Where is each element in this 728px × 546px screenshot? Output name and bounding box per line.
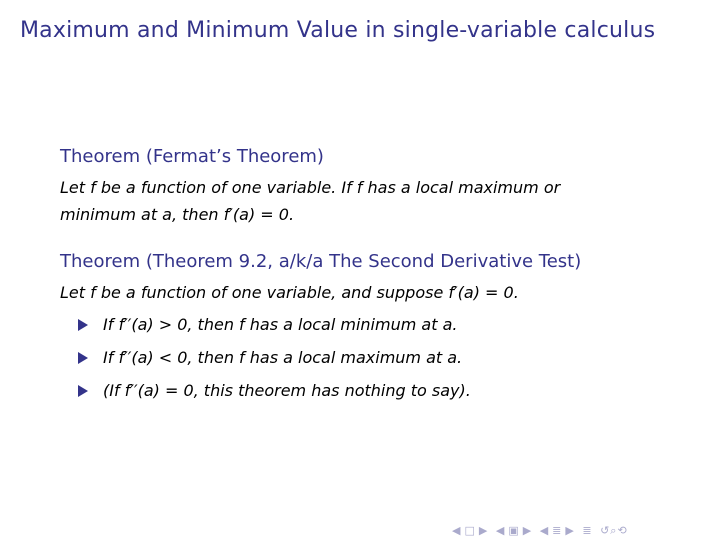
theorem-body	[60, 279, 680, 306]
theorem-second-derivative	[60, 251, 680, 407]
frame-next-icon[interactable]: ▶	[478, 524, 489, 537]
subsection-next-icon[interactable]: ▶	[522, 524, 533, 537]
section-next-icon[interactable]: ▶	[565, 524, 575, 537]
beamer-navigation	[452, 524, 631, 538]
frame-prev-icon[interactable]: ◀	[452, 524, 462, 537]
theorem-line: Let f be a function of one variable. If f has a local maximum or	[60, 178, 561, 197]
theorem-title: Theorem (Fermat’s Theorem)	[60, 146, 324, 167]
condition-list	[60, 308, 680, 407]
frame-icon[interactable]: □	[464, 524, 476, 537]
slide-title: Maximum and Minimum Value in single-variable calculus	[20, 18, 656, 43]
theorem-line: Let f be a function of one variable, and suppose f′(a) = 0.	[60, 283, 519, 302]
triangle-bullet-icon	[78, 352, 88, 364]
search-icon[interactable]: ↺⌕⟲	[600, 524, 628, 537]
list-item-text: (If f′′(a) = 0, this theorem has nothing to say).	[103, 381, 471, 400]
list-item	[60, 341, 680, 374]
subsection-icon[interactable]: ▣	[508, 524, 520, 537]
section-prev-icon[interactable]: ◀	[539, 524, 550, 537]
list-item-text: If f′′(a) > 0, then f has a local minimum at a.	[103, 315, 458, 334]
triangle-bullet-icon	[78, 319, 88, 331]
section-icon[interactable]: ≣	[552, 524, 563, 537]
list-item	[60, 374, 680, 407]
align-icon[interactable]: ≣	[582, 524, 593, 537]
triangle-bullet-icon	[78, 385, 88, 397]
theorem-body	[60, 174, 680, 228]
theorem-line: minimum at a, then f′(a) = 0.	[60, 205, 295, 224]
list-item-text: If f′′(a) < 0, then f has a local maximum at a.	[103, 348, 463, 367]
theorem-title: Theorem (Theorem 9.2, a/k/a The Second Derivative Test)	[60, 251, 582, 272]
subsection-prev-icon[interactable]: ◀	[495, 524, 506, 537]
list-item	[60, 308, 680, 341]
theorem-fermat	[60, 146, 680, 228]
